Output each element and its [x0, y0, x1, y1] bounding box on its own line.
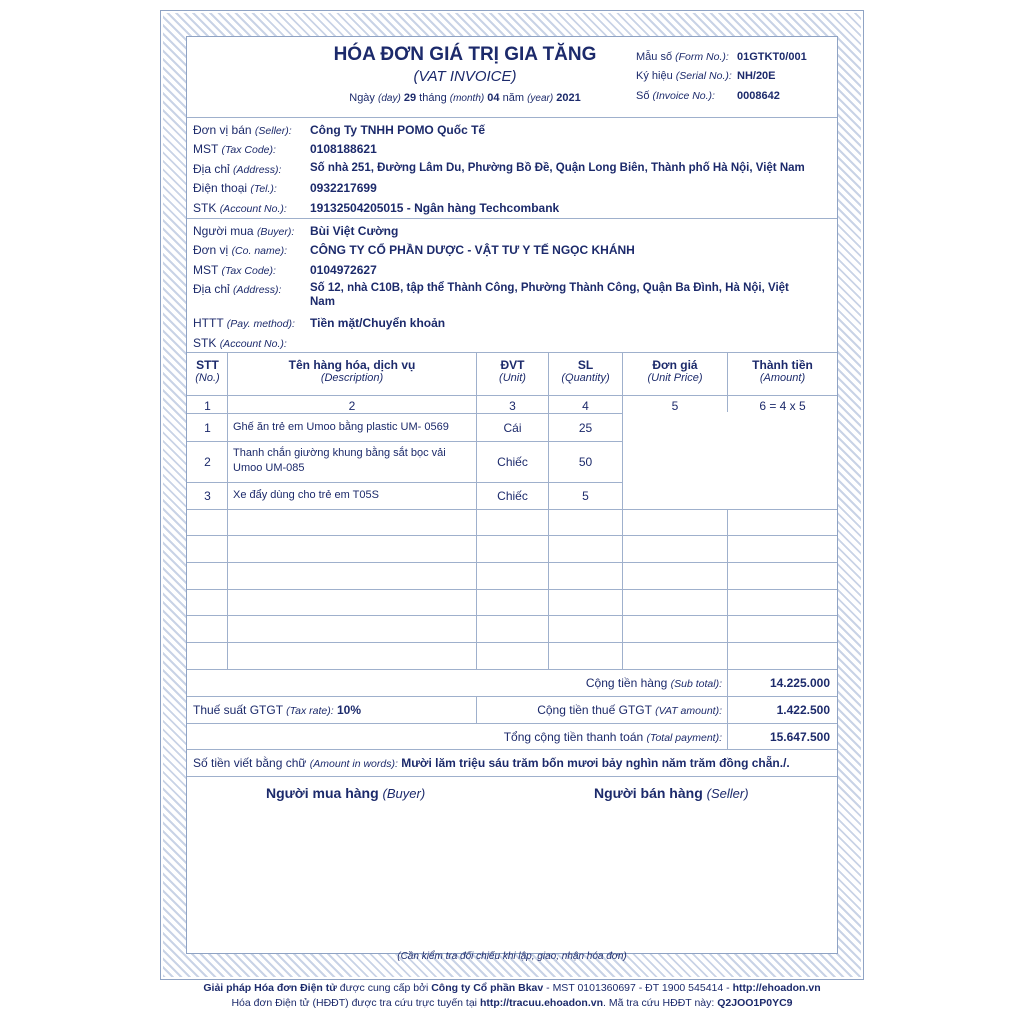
header-en: (Unit) [499, 372, 526, 384]
buyer-tax-label [193, 263, 276, 277]
table-row-line [187, 562, 837, 563]
seller-tax-code: 0108188621 [310, 142, 377, 156]
col-number: 1 [204, 399, 211, 413]
buyer-signature-title [266, 785, 425, 801]
table-row-description: Xe đẩy dùng cho trẻ em T05S [233, 489, 379, 501]
label-vn: Địa chỉ [193, 162, 230, 176]
day-value: 29 [403, 92, 417, 104]
day-en: (day) [378, 93, 401, 104]
buyer-account-label [193, 336, 287, 350]
label-vn: Người mua [193, 224, 254, 238]
label-vn: STK [193, 336, 217, 350]
label-vn: Đơn vị [193, 243, 229, 257]
footer-company: Công ty Cổ phần Bkav [431, 982, 544, 994]
table-row-unit: Chiếc [497, 455, 528, 469]
invoice-title: HÓA ĐƠN GIÁ TRỊ GIA TĂNG [333, 44, 597, 65]
label-en: (Tel.): [250, 183, 277, 195]
label-en: (Buyer): [256, 226, 295, 238]
label-en: (VAT amount): [655, 705, 722, 717]
table-row-line [187, 615, 837, 616]
footer-text: Hóa đơn Điện tử (HĐĐT) được tra cứu trực tuyến tại [231, 997, 480, 1009]
invoice-label-vn: Số [636, 90, 650, 102]
label-vn: Cộng tiền hàng [585, 676, 668, 690]
sig-en: (Buyer) [382, 786, 426, 801]
vat-amount-label [480, 703, 722, 717]
seller-tax-label [193, 142, 276, 156]
col-header-amount [728, 358, 837, 384]
col-header-unit [477, 358, 548, 384]
col-header-quantity [549, 358, 622, 384]
table-row-unit: Cái [503, 421, 522, 435]
header-en: (Amount) [759, 372, 806, 384]
col-number: 6 = 4 x 5 [759, 399, 806, 413]
table-row-line [187, 482, 622, 483]
buyer-address-label [193, 282, 281, 296]
table-header-line [187, 395, 837, 396]
month-vn: tháng [419, 92, 447, 104]
total-payment-value: 15.647.500 [769, 730, 830, 744]
sig-en: (Seller) [706, 786, 749, 801]
header-vn: SL [577, 358, 594, 372]
footer-link[interactable]: http://ehoadon.vn [732, 982, 821, 994]
label-vn: MST [193, 263, 219, 277]
seller-tel-label [193, 181, 277, 195]
table-row-line [187, 642, 837, 643]
label-en: (Amount in words): [309, 758, 398, 770]
table-row-description: Thanh chắn giường khung bằng sắt bọc vải [233, 447, 446, 459]
invoice-date [300, 92, 630, 104]
table-row-unit: Chiếc [497, 489, 528, 503]
label-vn: Đơn vị bán [193, 123, 252, 137]
header-en: (Description) [320, 372, 384, 384]
serial-no-label [636, 70, 732, 82]
divider [187, 749, 837, 750]
table-row-no: 1 [204, 421, 211, 435]
seller-account: 19132504205015 - Ngân hàng Techcombank [310, 201, 560, 215]
form-no-value: 01GTKT0/001 [737, 51, 807, 63]
table-top-line [187, 352, 837, 353]
buyer-address-line1: Số 12, nhà C10B, tập thể Thành Công, Phường Thành Công, Quận Ba Đình, Hà Nội, Việt [310, 282, 789, 294]
label-vn: Số tiền viết bằng chữ [193, 756, 307, 770]
buyer-company: CÔNG TY CỔ PHẦN DƯỢC - VẬT TƯ Y TẾ NGỌC KHÁNH [310, 243, 635, 257]
form-no-label [636, 51, 729, 63]
label-vn: Tổng cộng tiền thanh toán [503, 730, 644, 744]
label-en: (Total payment): [646, 732, 722, 744]
footer-text: được cung cấp bởi [336, 982, 432, 994]
seller-name: Công Ty TNHH POMO Quốc Tế [310, 123, 486, 137]
invoice-subtitle: (VAT INVOICE) [413, 68, 517, 85]
label-en: (Co. name): [231, 245, 287, 257]
divider [187, 117, 837, 118]
col-header-description [228, 358, 476, 384]
label-vn: Thuế suất GTGT [193, 703, 283, 717]
buyer-name-label [193, 224, 294, 238]
header-vn: Tên hàng hóa, dịch vụ [288, 358, 416, 372]
label-en: (Sub total): [670, 678, 722, 690]
buyer-company-label [193, 243, 287, 257]
total-payment-label [440, 730, 722, 744]
year-value: 2021 [556, 92, 581, 104]
label-en: (Address): [233, 284, 282, 296]
label-vn: Cộng tiền thuế GTGT [537, 703, 652, 717]
buyer-tax-code: 0104972627 [310, 263, 377, 277]
invoice-label-en: (Invoice No.): [652, 90, 715, 102]
table-bottom-line [187, 669, 837, 670]
table-row-quantity: 50 [578, 455, 593, 469]
header-en: (No.) [195, 372, 220, 384]
header-en: (Quantity) [561, 372, 610, 384]
lookup-code: Q2JOO1P0YC9 [717, 997, 793, 1009]
label-en: (Address): [233, 164, 282, 176]
form-label-vn: Mẫu số [636, 51, 673, 63]
header-vn: Đơn giá [652, 358, 698, 372]
table-row-line [187, 509, 837, 510]
year-en: (year) [527, 93, 554, 104]
seller-name-label [193, 123, 292, 137]
invoice-no-label [636, 90, 715, 102]
seller-address-label [193, 162, 281, 176]
header-en: (Unit Price) [647, 372, 703, 384]
label-vn: Địa chỉ [193, 282, 230, 296]
invoice-no-value: 0008642 [737, 90, 780, 102]
lookup-link[interactable]: http://tracuu.ehoadon.vn [479, 997, 604, 1009]
label-vn: MST [193, 142, 219, 156]
label-en: (Pay. method): [226, 318, 295, 330]
table-colnum-line [187, 413, 622, 414]
table-row-quantity: 25 [578, 421, 593, 435]
footer-solution: Giải pháp Hóa đơn Điện tử [203, 982, 337, 994]
month-value: 04 [487, 92, 500, 104]
amount-words-value: Mười lăm triệu sáu trăm bốn mươi bảy nghìn năm trăm đồng chẵn./. [401, 756, 790, 770]
table-row-description: Ghế ăn trẻ em Umoo bằng plastic UM- 0569 [233, 421, 449, 433]
header-vn: Thành tiền [752, 358, 813, 372]
year-vn: năm [502, 92, 524, 104]
divider [187, 696, 837, 697]
label-en: (Account No.): [219, 338, 287, 350]
col-number: 5 [671, 399, 679, 413]
divider [187, 218, 837, 219]
serial-label-en: (Serial No.): [675, 70, 732, 82]
vat-amount-value: 1.422.500 [776, 703, 830, 717]
table-row-line [187, 535, 837, 536]
col-number: 2 [348, 399, 356, 413]
pay-method: Tiền mặt/Chuyển khoản [310, 316, 446, 330]
serial-label-vn: Ký hiệu [636, 70, 673, 82]
label-vn: HTTT [193, 316, 224, 330]
seller-tel: 0932217699 [310, 181, 377, 195]
divider [187, 723, 837, 724]
month-en: (month) [449, 93, 485, 104]
col-header-unit-price [623, 358, 727, 384]
verification-note: (Cần kiểm tra đối chiếu khi lập, giao, nhận hóa đơn) [397, 951, 627, 962]
form-label-en: (Form No.): [675, 51, 729, 63]
divider [727, 669, 728, 749]
footer-text: - MST 0101360697 - ĐT 1900 545414 - [543, 982, 733, 994]
footer-text: . Mã tra cứu HĐĐT này: [603, 997, 718, 1009]
table-row-line [187, 589, 837, 590]
serial-no-value: NH/20E [737, 70, 776, 82]
tax-rate-value: 10% [336, 703, 361, 717]
date-prefix: Ngày [349, 92, 375, 104]
col-number: 4 [582, 399, 589, 413]
table-row-description-line2: Umoo UM-085 [233, 462, 305, 474]
label-en: (Tax Code): [221, 265, 276, 277]
amount-in-words [193, 756, 790, 770]
table-row-quantity: 5 [582, 489, 589, 503]
subtotal-label [480, 676, 722, 690]
label-vn: STK [193, 201, 217, 215]
header-vn: ĐVT [500, 358, 525, 372]
label-en: (Tax rate): [286, 705, 334, 717]
label-en: (Tax Code): [221, 144, 276, 156]
seller-address: Số nhà 251, Đường Lâm Du, Phường Bồ Đề, Quận Long Biên, Thành phố Hà Nội, Việt Nam [310, 162, 805, 174]
header-vn: STT [196, 358, 219, 372]
divider [476, 696, 477, 723]
subtotal-value: 14.225.000 [769, 676, 830, 690]
label-en: (Account No.): [219, 203, 287, 215]
table-row-no: 3 [204, 489, 211, 503]
col-number: 3 [509, 399, 516, 413]
tax-rate-label [193, 703, 361, 717]
table-row-no: 2 [204, 455, 211, 469]
table-row-line [187, 441, 622, 442]
buyer-name: Bùi Việt Cường [310, 224, 399, 238]
footer-line-1 [160, 982, 864, 994]
buyer-address-line2: Nam [310, 296, 335, 308]
col-header-no [188, 358, 227, 384]
footer-line-2 [160, 997, 864, 1009]
label-vn: Điện thoại [193, 181, 248, 195]
sig-vn: Người mua hàng [266, 785, 379, 801]
table-col-line [727, 509, 728, 669]
sig-vn: Người bán hàng [594, 785, 703, 801]
divider [187, 776, 837, 777]
pay-method-label [193, 316, 295, 330]
label-en: (Seller): [254, 125, 292, 137]
seller-account-label [193, 201, 287, 215]
seller-signature-title [594, 785, 749, 801]
